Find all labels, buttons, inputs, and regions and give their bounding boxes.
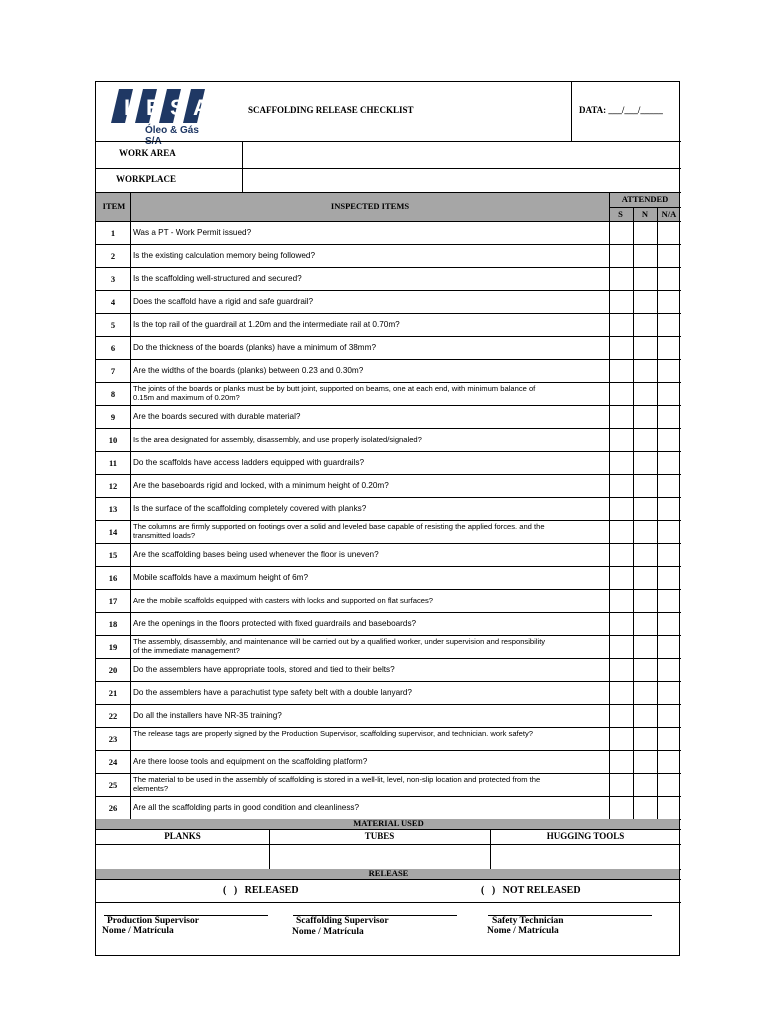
row-question: The assembly, disassembly, and maintenance will be carried out by a qualified worker, under supervision and responsibility of the immediate management? <box>133 637 546 655</box>
answer-n-cell[interactable] <box>634 681 657 704</box>
answer-n-cell[interactable] <box>634 221 657 244</box>
work-area-label: WORK AREA <box>119 148 176 158</box>
answer-na-cell[interactable] <box>658 267 681 290</box>
table-row <box>96 290 681 313</box>
answer-s-cell[interactable] <box>610 382 633 405</box>
row-question: Is the surface of the scaffolding completely covered with planks? <box>133 504 367 513</box>
col-item-header: ITEM <box>102 201 126 211</box>
col-attended-header: ATTENDED <box>621 194 669 204</box>
answer-na-cell[interactable] <box>658 750 681 773</box>
row-number: 13 <box>108 504 118 514</box>
answer-s-cell[interactable] <box>610 497 633 520</box>
svg-text:A: A <box>193 95 209 120</box>
answer-na-cell[interactable] <box>658 313 681 336</box>
row-number: 11 <box>108 458 118 468</box>
material-planks-label: PLANKS <box>164 831 201 841</box>
row-question: Are the scaffolding bases being used whenever the floor is uneven? <box>133 550 379 559</box>
answer-s-cell[interactable] <box>610 773 633 796</box>
row-number: 12 <box>108 481 118 491</box>
row-number: 5 <box>110 320 116 330</box>
row-question: Are the openings in the floors protected with fixed guardrails and baseboards? <box>133 619 417 628</box>
answer-s-cell[interactable] <box>610 635 633 658</box>
answer-n-cell[interactable] <box>634 589 657 612</box>
answer-na-cell[interactable] <box>658 290 681 313</box>
answer-n-cell[interactable] <box>634 543 657 566</box>
table-row <box>96 635 681 658</box>
answer-s-cell[interactable] <box>610 336 633 359</box>
answer-s-cell[interactable] <box>610 474 633 497</box>
answer-s-cell[interactable] <box>610 681 633 704</box>
date-field[interactable]: DATA: ___/___/_____ <box>579 105 663 115</box>
material-planks-field[interactable] <box>96 845 268 869</box>
answer-n-cell[interactable] <box>634 497 657 520</box>
answer-na-cell[interactable] <box>658 405 681 428</box>
answer-n-cell[interactable] <box>634 359 657 382</box>
row-number: 16 <box>108 573 118 583</box>
checklist-form <box>95 81 680 956</box>
table-row <box>96 474 681 497</box>
row-question: The columns are firmly supported on footings over a solid and leveled base capable of resisting the applied forces. and the transmitted loads? <box>133 522 545 540</box>
answer-s-cell[interactable] <box>610 313 633 336</box>
material-hugging-tools-field[interactable] <box>491 845 680 869</box>
svg-text:S: S <box>170 95 185 120</box>
row-question: Are the boards secured with durable material? <box>133 412 301 421</box>
row-question: Mobile scaffolds have a maximum height of 6m? <box>133 573 309 582</box>
answer-s-cell[interactable] <box>610 543 633 566</box>
material-hugging-tools-label: HUGGING TOOLS <box>546 831 625 841</box>
answer-s-cell[interactable] <box>610 267 633 290</box>
row-number: 2 <box>110 251 116 261</box>
row-number: 3 <box>110 274 116 284</box>
table-row <box>96 543 681 566</box>
col-na-header: N/A <box>661 209 677 219</box>
answer-s-cell[interactable] <box>610 750 633 773</box>
workplace-label: WORKPLACE <box>116 174 177 184</box>
release-title: RELEASE <box>368 868 409 878</box>
workplace-field[interactable] <box>243 168 680 192</box>
work-area-field[interactable] <box>243 141 680 168</box>
answer-n-cell[interactable] <box>634 796 657 819</box>
answer-s-cell[interactable] <box>610 221 633 244</box>
answer-na-cell[interactable] <box>658 336 681 359</box>
table-row <box>96 796 681 819</box>
answer-n-cell[interactable] <box>634 727 657 750</box>
row-number: 18 <box>108 619 118 629</box>
answer-s-cell[interactable] <box>610 244 633 267</box>
answer-na-cell[interactable] <box>658 704 681 727</box>
row-number: 22 <box>108 711 118 721</box>
row-question: Are the mobile scaffolds equipped with casters with locks and supported on flat surfaces? <box>133 596 433 605</box>
col-s-header: S <box>618 209 623 219</box>
answer-s-cell[interactable] <box>610 428 633 451</box>
row-question: Do the assemblers have appropriate tools, stored and tied to their belts? <box>133 665 395 674</box>
signature-role-production: Production Supervisor <box>107 916 199 926</box>
signature-id-safety: Nome / Matrícula <box>487 926 559 936</box>
answer-s-cell[interactable] <box>610 566 633 589</box>
answer-n-cell[interactable] <box>634 750 657 773</box>
svg-text:E: E <box>146 95 161 120</box>
table-row <box>96 612 681 635</box>
row-question: Was a PT - Work Permit issued? <box>133 228 252 237</box>
signature-id-scaffolding: Nome / Matrícula <box>292 927 364 937</box>
row-number: 14 <box>108 527 118 537</box>
answer-na-cell[interactable] <box>658 566 681 589</box>
table-row <box>96 704 681 727</box>
answer-na-cell[interactable] <box>658 359 681 382</box>
row-question: Is the area designated for assembly, disassembly, and use properly isolated/signaled? <box>133 435 422 444</box>
row-question: Is the existing calculation memory being followed? <box>133 251 316 260</box>
answer-s-cell[interactable] <box>610 658 633 681</box>
answer-na-cell[interactable] <box>658 658 681 681</box>
row-number: 20 <box>108 665 118 675</box>
material-tubes-field[interactable] <box>270 845 489 869</box>
answer-n-cell[interactable] <box>634 520 657 543</box>
answer-na-cell[interactable] <box>658 221 681 244</box>
row-number: 21 <box>108 688 118 698</box>
table-row <box>96 221 681 244</box>
answer-na-cell[interactable] <box>658 681 681 704</box>
table-row <box>96 589 681 612</box>
row-question: Do the assemblers have a parachutist type safety belt with a double lanyard? <box>133 688 412 697</box>
answer-n-cell[interactable] <box>634 336 657 359</box>
answer-n-cell[interactable] <box>634 451 657 474</box>
row-number: 8 <box>110 389 116 399</box>
table-row <box>96 773 681 796</box>
answer-n-cell[interactable] <box>634 267 657 290</box>
row-question: Is the top rail of the guardrail at 1.20m and the intermediate rail at 0.70m? <box>133 320 400 329</box>
table-row <box>96 405 681 428</box>
row-number: 19 <box>108 642 118 652</box>
row-number: 4 <box>110 297 116 307</box>
row-number: 23 <box>108 734 118 744</box>
answer-na-cell[interactable] <box>658 451 681 474</box>
answer-na-cell[interactable] <box>658 497 681 520</box>
answer-s-cell[interactable] <box>610 359 633 382</box>
material-tubes-label: TUBES <box>364 831 395 841</box>
row-question: The material to be used in the assembly of scaffolding is stored in a well-lit, level, non-slip location and protected from the elements? <box>133 775 541 793</box>
row-question: Are all the scaffolding parts in good condition and cleanliness? <box>133 803 360 812</box>
row-question: Do the scaffolds have access ladders equipped with guardrails? <box>133 458 365 467</box>
answer-na-cell[interactable] <box>658 589 681 612</box>
answer-s-cell[interactable] <box>610 612 633 635</box>
answer-n-cell[interactable] <box>634 474 657 497</box>
answer-na-cell[interactable] <box>658 520 681 543</box>
answer-s-cell[interactable] <box>610 727 633 750</box>
answer-n-cell[interactable] <box>634 635 657 658</box>
answer-na-cell[interactable] <box>658 796 681 819</box>
answer-s-cell[interactable] <box>610 405 633 428</box>
answer-na-cell[interactable] <box>658 474 681 497</box>
answer-n-cell[interactable] <box>634 773 657 796</box>
answer-s-cell[interactable] <box>610 451 633 474</box>
answer-n-cell[interactable] <box>634 566 657 589</box>
logo-subtitle: Óleo & Gás S/A <box>145 125 199 147</box>
table-row <box>96 336 681 359</box>
answer-s-cell[interactable] <box>610 520 633 543</box>
row-question: Do all the installers have NR-35 training? <box>133 711 282 720</box>
material-title: MATERIAL USED <box>353 818 424 828</box>
company-logo <box>109 88 213 147</box>
row-question: Are the widths of the boards (planks) between 0.23 and 0.30m? <box>133 366 364 375</box>
table-row <box>96 681 681 704</box>
row-number: 24 <box>108 757 118 767</box>
row-question: Are there loose tools and equipment on the scaffolding platform? <box>133 757 368 766</box>
col-n-header: N <box>641 209 649 219</box>
answer-n-cell[interactable] <box>634 658 657 681</box>
answer-na-cell[interactable] <box>658 543 681 566</box>
table-row <box>96 520 681 543</box>
answer-s-cell[interactable] <box>610 704 633 727</box>
row-number: 26 <box>108 803 118 813</box>
table-row <box>96 658 681 681</box>
row-number: 7 <box>110 366 116 376</box>
table-row <box>96 750 681 773</box>
answer-na-cell[interactable] <box>658 428 681 451</box>
row-number: 10 <box>108 435 118 445</box>
row-question: The joints of the boards or planks must be by butt joint, supported on beams, one at each end, with minimum balance of 0.15m and maximum of 0.20m? <box>133 384 536 402</box>
answer-n-cell[interactable] <box>634 612 657 635</box>
answer-n-cell[interactable] <box>634 290 657 313</box>
answer-s-cell[interactable] <box>610 290 633 313</box>
col-inspected-header: INSPECTED ITEMS <box>330 201 410 211</box>
signature-id-production: Nome / Matrícula <box>102 926 174 936</box>
answer-n-cell[interactable] <box>634 704 657 727</box>
row-question: Do the thickness of the boards (planks) have a minimum of 38mm? <box>133 343 377 352</box>
answer-s-cell[interactable] <box>610 796 633 819</box>
signature-role-scaffolding: Scaffolding Supervisor <box>296 916 389 926</box>
released-option[interactable]: ( ) RELEASED <box>223 885 299 896</box>
table-row <box>96 359 681 382</box>
svg-text:I: I <box>124 95 131 120</box>
answer-n-cell[interactable] <box>634 313 657 336</box>
table-row <box>96 566 681 589</box>
row-question: Are the baseboards rigid and locked, with a minimum height of 0.20m? <box>133 481 389 490</box>
answer-n-cell[interactable] <box>634 405 657 428</box>
row-number: 9 <box>110 412 116 422</box>
table-row <box>96 313 681 336</box>
answer-s-cell[interactable] <box>610 589 633 612</box>
row-number: 15 <box>108 550 118 560</box>
row-question: Is the scaffolding well-structured and secured? <box>133 274 302 283</box>
row-question: The release tags are properly signed by the Production Supervisor, scaffolding supervisor, and technician. work safety? <box>133 729 534 738</box>
answer-na-cell[interactable] <box>658 727 681 750</box>
row-number: 1 <box>110 228 116 238</box>
table-row <box>96 382 681 405</box>
table-row <box>96 428 681 451</box>
table-row <box>96 497 681 520</box>
row-question: Does the scaffold have a rigid and safe guardrail? <box>133 297 314 306</box>
answer-n-cell[interactable] <box>634 244 657 267</box>
row-number: 17 <box>108 596 118 606</box>
answer-na-cell[interactable] <box>658 773 681 796</box>
row-number: 6 <box>110 343 116 353</box>
table-row <box>96 727 681 750</box>
not-released-option[interactable]: ( ) NOT RELEASED <box>481 885 581 896</box>
table-row <box>96 267 681 290</box>
answer-na-cell[interactable] <box>658 635 681 658</box>
signature-role-safety: Safety Technician <box>492 916 564 926</box>
answer-n-cell[interactable] <box>634 382 657 405</box>
logo-mark-icon <box>109 88 213 124</box>
answer-na-cell[interactable] <box>658 244 681 267</box>
answer-n-cell[interactable] <box>634 428 657 451</box>
row-number: 25 <box>108 780 118 790</box>
answer-na-cell[interactable] <box>658 382 681 405</box>
table-row <box>96 451 681 474</box>
answer-na-cell[interactable] <box>658 612 681 635</box>
form-title: SCAFFOLDING RELEASE CHECKLIST <box>248 105 414 115</box>
table-row <box>96 244 681 267</box>
